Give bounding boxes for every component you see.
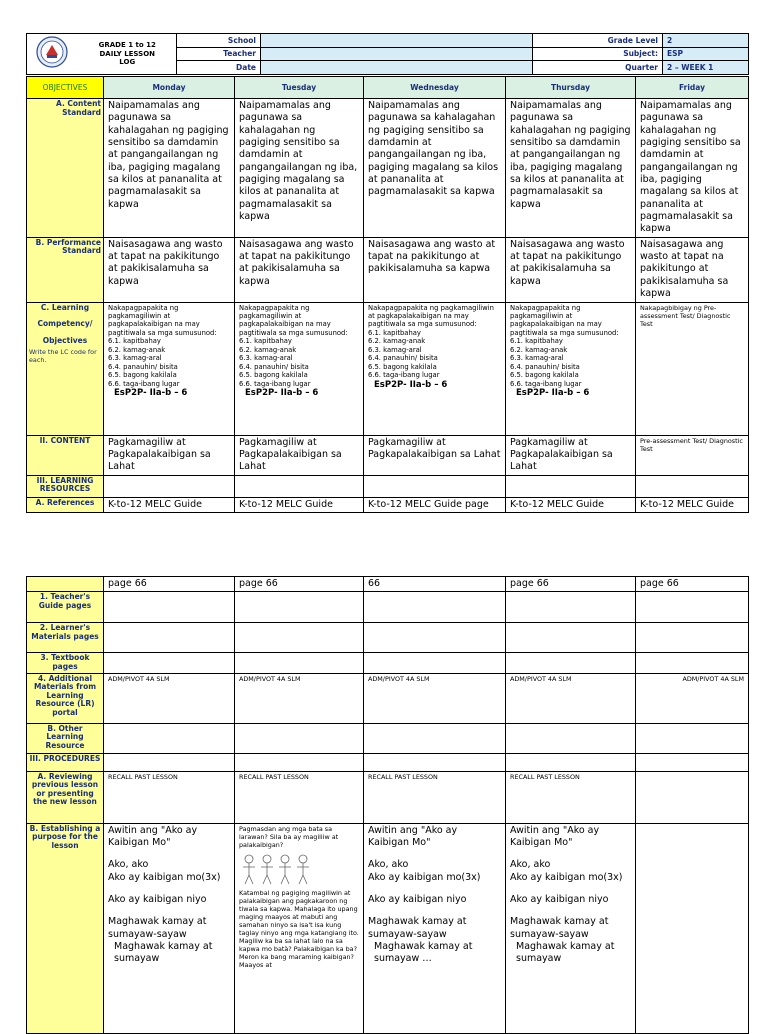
picture-explanation: Katambal ng pagiging magiliwin at palakaibigan ang pagkakaroon ng tiwala sa kapwa. Mahalaga ito upang maging maayos at mabuti ang samahan ninyo sa isa't isa kung taglay ninyo ang mga katangiang ito. Magiliw ka ba sa lahat lalo na sa kapwa mo batà? Palakaibigan ka ba? Meron ka bang maraming kaibigan? Maayos at bbox=[239, 888, 359, 969]
competency-item: 6.1. kapitbahay bbox=[510, 337, 563, 346]
performance-standard-wednesday: Naisasagawa ang wasto at tapat na pakikitungo at pakikisalamuha sa kapwa bbox=[364, 237, 506, 302]
competency-intro: Nakapagpapakita ng pagkamagiliwin at pagkapalakaibigan na may pagtitiwala sa mga sumusunod: bbox=[368, 303, 494, 329]
song-line: Maghawak kamay at sumayaw-sayaw bbox=[108, 916, 207, 940]
procedures-label: III. PROCEDURES bbox=[27, 753, 104, 771]
content-wednesday: Pagkamagiliw at Pagkapalakaibigan sa Lahat bbox=[364, 435, 506, 475]
song-line: Ako ay kaibigan niyo bbox=[510, 893, 609, 905]
other-resource-label: B. Other Learning Resource bbox=[27, 723, 104, 753]
competency-intro: Nakapagpapakita ng pagkamagiliwin at pagkapalakaibigan na may pagtitiwala sa mga sumusunod: bbox=[510, 303, 619, 337]
establishing-label: B. Establishing a purpose for the lesson bbox=[27, 823, 104, 1033]
page-thursday: page 66 bbox=[506, 577, 636, 592]
competency-intro: Nakapagpapakita ng pagkamagiliwin at pagkapalakaibigan na may pagtitiwala sa mga sumusunod: bbox=[239, 303, 348, 337]
reviewing-thursday: RECALL PAST LESSON bbox=[506, 771, 636, 823]
competency-item: 6.2. kamag-anak bbox=[239, 345, 297, 354]
song-line: Ako, ako bbox=[510, 859, 551, 871]
page-row-label bbox=[27, 577, 104, 592]
lc-code: EsP2P- IIa-b – 6 bbox=[245, 388, 319, 399]
additional-materials-label: 4. Additional Materials from Learning Resource (LR) portal bbox=[27, 673, 104, 723]
textbook-friday bbox=[636, 653, 749, 673]
textbook-label: 3. Textbook pages bbox=[27, 653, 104, 673]
day-friday: Friday bbox=[636, 77, 749, 99]
other-friday bbox=[636, 723, 749, 753]
other-tuesday bbox=[235, 723, 364, 753]
competency-thursday bbox=[506, 302, 636, 435]
content-tuesday: Pagkamagiliw at Pagkapalakaibigan sa Lahat bbox=[235, 435, 364, 475]
competency-item: 6.5. bagong kakilala bbox=[368, 362, 437, 371]
competency-item: 6.2. kamag-anak bbox=[108, 345, 166, 354]
learners-tuesday bbox=[235, 623, 364, 653]
learners-wednesday bbox=[364, 623, 506, 653]
procedures-wednesday bbox=[364, 753, 506, 771]
quarter-value[interactable]: 2 – WEEK 1 bbox=[663, 61, 749, 75]
procedures-monday bbox=[104, 753, 235, 771]
learners-monday bbox=[104, 623, 235, 653]
competency-item: 6.1. kapitbahay bbox=[239, 337, 292, 346]
reviewing-tuesday: RECALL PAST LESSON bbox=[235, 771, 364, 823]
content-standard-thursday: Naipamamalas ang pagunawa sa kahalagahan ng pagiging sensitibo sa damdamin at pangangailangan ng iba, pagiging magalang sa kilos at pananalita at pagmamalasakit sa kapwa bbox=[506, 99, 636, 238]
date-value[interactable] bbox=[261, 61, 533, 75]
references-monday: K-to-12 MELC Guide bbox=[104, 497, 235, 512]
additional-monday: ADM/PIVOT 4A SLM bbox=[104, 673, 235, 723]
day-thursday: Thursday bbox=[506, 77, 636, 99]
content-thursday: Pagkamagiliw at Pagkapalakaibigan sa Lahat bbox=[506, 435, 636, 475]
competency-item: 6.3. kamag-aral bbox=[510, 354, 564, 363]
reviewing-label: A. Reviewing previous lesson or presenting the new lesson bbox=[27, 771, 104, 823]
competency-item: 6.5. bagong kakilala bbox=[108, 371, 177, 380]
competency-label bbox=[27, 302, 104, 435]
header-table bbox=[26, 33, 749, 75]
competency-item: 6.4. panauhin/ bisita bbox=[239, 362, 309, 371]
page-monday: page 66 bbox=[104, 577, 235, 592]
competency-item: 6.5. bagong kakilala bbox=[510, 371, 579, 380]
references-friday: K-to-12 MELC Guide bbox=[636, 497, 749, 512]
song-line: Ako, ako bbox=[368, 859, 409, 871]
establishing-friday bbox=[636, 823, 749, 1033]
additional-wednesday: ADM/PIVOT 4A SLM bbox=[364, 673, 506, 723]
page-friday: page 66 bbox=[636, 577, 749, 592]
learning-resources-tuesday bbox=[235, 475, 364, 497]
title-line-2: LOG bbox=[119, 58, 136, 67]
lc-code: EsP2P- IIa-b – 6 bbox=[516, 388, 590, 399]
children-sketch bbox=[239, 851, 315, 887]
content-friday: Pre-assessment Test/ Diagnostic Test bbox=[636, 435, 749, 475]
procedures-tuesday bbox=[235, 753, 364, 771]
objectives-header: OBJECTIVES bbox=[27, 77, 104, 99]
procedures-friday bbox=[636, 753, 749, 771]
competency-tuesday bbox=[235, 302, 364, 435]
competency-item: 6.3. kamag-aral bbox=[239, 354, 293, 363]
competency-item: 6.6. taga-ibang lugar bbox=[510, 379, 582, 388]
reviewing-wednesday: RECALL PAST LESSON bbox=[364, 771, 506, 823]
competency-item: 6.6. taga-ibang lugar bbox=[108, 379, 180, 388]
performance-standard-friday: Naisasagawa ang wasto at tapat na pakikitungo at pakikisalamuha sa kapwa bbox=[636, 237, 749, 302]
song-line: Maghawak kamay at sumayaw-sayaw bbox=[510, 916, 609, 940]
competency-label-b: Competency/ bbox=[37, 319, 93, 329]
competency-item: 6.6. taga-ibang lugar bbox=[239, 379, 311, 388]
song-line: Ako ay kaibigan mo(3x) bbox=[368, 871, 481, 883]
competency-item: 6.3. kamag-aral bbox=[368, 345, 422, 354]
teachers-guide-tuesday bbox=[235, 592, 364, 623]
other-wednesday bbox=[364, 723, 506, 753]
learning-resources-wednesday bbox=[364, 475, 506, 497]
teachers-guide-friday bbox=[636, 592, 749, 623]
textbook-monday bbox=[104, 653, 235, 673]
reviewing-friday bbox=[636, 771, 749, 823]
song-title: Awitin ang "Ako ay Kaibigan Mo" bbox=[510, 824, 600, 848]
learning-resources-friday bbox=[636, 475, 749, 497]
competency-friday: Nakapagbibigay ng Pre-assessment Test/ Diagnostic Test bbox=[636, 302, 749, 435]
competency-label-a: C. Learning bbox=[40, 302, 90, 312]
subject-label: Subject: bbox=[533, 47, 663, 61]
song-line: Maghawak kamay at sumayaw … bbox=[374, 941, 473, 965]
grade-level-label: Grade Level bbox=[533, 34, 663, 48]
additional-friday: ADM/PIVOT 4A SLM bbox=[636, 673, 749, 723]
song-line: Ako ay kaibigan niyo bbox=[108, 893, 207, 905]
establishing-wednesday bbox=[364, 823, 506, 1033]
content-standard-tuesday: Naipamamalas ang pagunawa sa kahalagahan ng pagiging sensitibo sa damdamin at pangangailangan ng iba, pagiging magalang sa kilos at pananalita at pagmamalasakit sa kapwa bbox=[235, 99, 364, 238]
lc-code: EsP2P- IIa-b – 6 bbox=[374, 379, 448, 390]
deped-seal bbox=[27, 34, 79, 75]
content-label: II. CONTENT bbox=[27, 435, 104, 475]
lc-code: EsP2P- IIa-b – 6 bbox=[114, 388, 188, 399]
song-line: Ako ay kaibigan mo(3x) bbox=[510, 871, 623, 883]
dll-table bbox=[26, 76, 749, 513]
page-wednesday: 66 bbox=[364, 577, 506, 592]
other-thursday bbox=[506, 723, 636, 753]
competency-item: 6.6. taga-ibang lugar bbox=[368, 371, 440, 380]
title-line-1: DAILY LESSON bbox=[99, 49, 156, 58]
dll-title bbox=[79, 34, 177, 75]
date-label: Date bbox=[177, 61, 261, 75]
content-standard-label: A. Content Standard bbox=[27, 99, 104, 238]
additional-thursday: ADM/PIVOT 4A SLM bbox=[506, 673, 636, 723]
learning-resources-monday bbox=[104, 475, 235, 497]
performance-standard-label: B. Performance Standard bbox=[27, 237, 104, 302]
performance-standard-monday: Naisasagawa ang wasto at tapat na pakikitungo at pakikisalamuha sa kapwa bbox=[104, 237, 235, 302]
teacher-value[interactable] bbox=[261, 47, 533, 61]
additional-tuesday: ADM/PIVOT 4A SLM bbox=[235, 673, 364, 723]
song-title: Awitin ang "Ako ay Kaibigan Mo" bbox=[108, 824, 198, 848]
competency-item: 6.2. kamag-anak bbox=[368, 337, 426, 346]
competency-item: 6.4. panauhin/ bisita bbox=[368, 354, 438, 363]
competency-item: 6.4. panauhin/ bisita bbox=[108, 362, 178, 371]
performance-standard-thursday: Naisasagawa ang wasto at tapat na pakikitungo at pakikisalamuha sa kapwa bbox=[506, 237, 636, 302]
picture-question: Pagmasdan ang mga bata sa larawan? Sila ba ay magiliiw at palakaibigan? bbox=[239, 824, 339, 849]
song-line: Ako ay kaibigan niyo bbox=[368, 893, 467, 905]
competency-intro: Nakapagpapakita ng pagkamagiliwin at pagkapalakaibigan na may pagtitiwala sa mga sumusunod: bbox=[108, 303, 217, 337]
establishing-tuesday bbox=[235, 823, 364, 1033]
grade-level-value[interactable]: 2 bbox=[663, 34, 749, 48]
performance-standard-tuesday: Naisasagawa ang wasto at tapat na pakikitungo at pakikisalamuha sa kapwa bbox=[235, 237, 364, 302]
competency-monday bbox=[104, 302, 235, 435]
content-standard-friday: Naipamamalas ang pagunawa sa kahalagahan ng pagiging sensitibo sa damdamin at pangangailangan ng iba, pagiging magalang sa kilos at pananalita at pagmamalasakit sa kapwa bbox=[636, 99, 749, 238]
textbook-thursday bbox=[506, 653, 636, 673]
day-tuesday: Tuesday bbox=[235, 77, 364, 99]
textbook-wednesday bbox=[364, 653, 506, 673]
song-line: Ako ay kaibigan mo(3x) bbox=[108, 871, 221, 883]
quarter-label: Quarter bbox=[533, 61, 663, 75]
teachers-guide-label: 1. Teacher's Guide pages bbox=[27, 592, 104, 623]
competency-item: 6.4. panauhin/ bisita bbox=[510, 362, 580, 371]
day-monday: Monday bbox=[104, 77, 235, 99]
competency-item: 6.5. bagong kakilala bbox=[239, 371, 308, 380]
lc-code-note: Write the LC code for each. bbox=[29, 348, 97, 364]
learners-materials-label: 2. Learner's Materials pages bbox=[27, 623, 104, 653]
song-line: Ako, ako bbox=[108, 859, 149, 871]
competency-item: 6.2. kamag-anak bbox=[510, 345, 568, 354]
content-monday: Pagkamagiliw at Pagkapalakaibigan sa Lahat bbox=[104, 435, 235, 475]
establishing-thursday bbox=[506, 823, 636, 1033]
references-tuesday: K-to-12 MELC Guide bbox=[235, 497, 364, 512]
song-line: Maghawak kamay at sumayaw bbox=[516, 941, 615, 965]
learning-resources-thursday bbox=[506, 475, 636, 497]
content-standard-monday: Naipamamalas ang pagunawa sa kahalagahan ng pagiging sensitibo sa damdamin at pangangailangan ng iba, pagiging magalang sa kilos at pananalita at pagmamalasakit sa kapwa bbox=[104, 99, 235, 238]
song-line: Maghawak kamay at sumayaw-sayaw bbox=[368, 916, 467, 940]
competency-item: 6.1. kapitbahay bbox=[368, 328, 421, 337]
content-standard-wednesday: Naipamamalas ang pagunawa sa kahalagahan ng pagiging sensitibo sa damdamin at pangangailangan ng iba, pagiging magalang sa kilos at pananalita at pagmamalasakit sa kapwa bbox=[364, 99, 506, 238]
page-tuesday: page 66 bbox=[235, 577, 364, 592]
dll-table-continued bbox=[26, 576, 749, 1034]
procedures-thursday bbox=[506, 753, 636, 771]
song-title: Awitin ang "Ako ay Kaibigan Mo" bbox=[368, 824, 458, 848]
learning-resources-label: III. LEARNING RESOURCES bbox=[27, 475, 104, 497]
school-label: School bbox=[177, 34, 261, 48]
grade-line: GRADE 1 to 12 bbox=[98, 40, 156, 49]
competency-item: 6.3. kamag-aral bbox=[108, 354, 162, 363]
seal-icon bbox=[27, 34, 77, 70]
subject-value[interactable]: ESP bbox=[663, 47, 749, 61]
competency-wednesday bbox=[364, 302, 506, 435]
song-line: Maghawak kamay at sumayaw bbox=[114, 941, 213, 965]
references-wednesday: K-to-12 MELC Guide page bbox=[364, 497, 506, 512]
establishing-monday bbox=[104, 823, 235, 1033]
reviewing-monday: RECALL PAST LESSON bbox=[104, 771, 235, 823]
day-wednesday: Wednesday bbox=[364, 77, 506, 99]
competency-label-c: Objectives bbox=[42, 335, 88, 345]
other-monday bbox=[104, 723, 235, 753]
teachers-guide-monday bbox=[104, 592, 235, 623]
references-thursday: K-to-12 MELC Guide bbox=[506, 497, 636, 512]
textbook-tuesday bbox=[235, 653, 364, 673]
learners-friday bbox=[636, 623, 749, 653]
learners-thursday bbox=[506, 623, 636, 653]
teachers-guide-thursday bbox=[506, 592, 636, 623]
school-value[interactable] bbox=[261, 34, 533, 48]
competency-item: 6.1. kapitbahay bbox=[108, 337, 161, 346]
teacher-label: Teacher bbox=[177, 47, 261, 61]
references-label: A. References bbox=[27, 497, 104, 512]
teachers-guide-wednesday bbox=[364, 592, 506, 623]
